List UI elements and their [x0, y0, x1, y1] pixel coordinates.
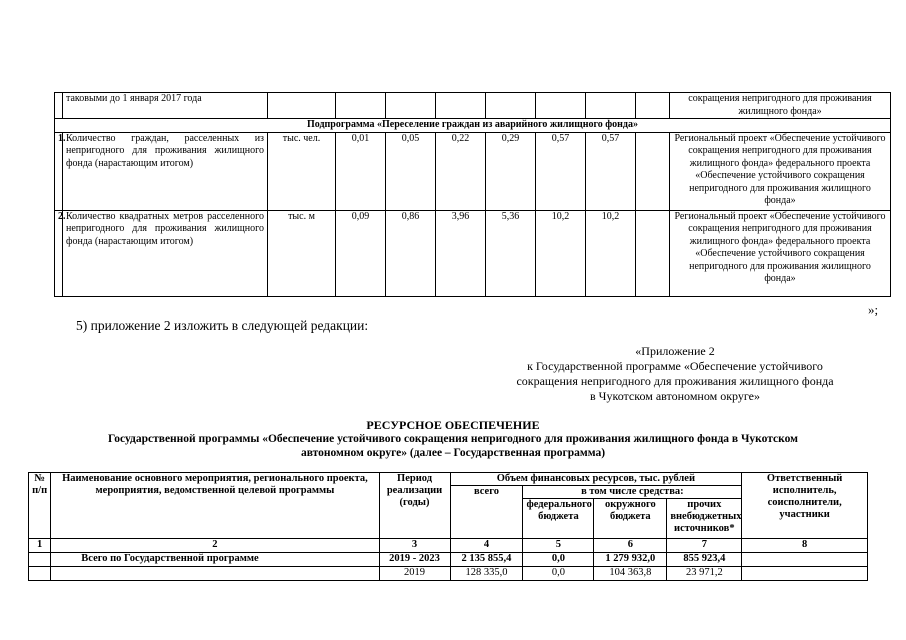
row-num: [29, 553, 51, 567]
table-row: [29, 567, 868, 581]
subtitle-line: Государственной программы «Обеспечение устойчивого сокращения непригодного для проживания жилищного фонда в Чукотском: [107, 433, 798, 445]
subtitle-line: автономном округе» (далее – Государственная программа): [300, 447, 606, 459]
header-period: Период реализации (годы): [379, 473, 450, 539]
col-number: 5: [523, 539, 594, 553]
indicator-name: Количество граждан, расселенных из непригодного для проживания жилищного фонда (нарастающим итогом): [63, 132, 268, 210]
row-number: 2.: [55, 210, 63, 296]
row-total: 2 135 855,4: [450, 553, 523, 567]
table-row: [29, 553, 868, 567]
row-other: 23 971,2: [667, 567, 742, 581]
resource-title: РЕСУРСНОЕ ОБЕСПЕЧЕНИЕ: [366, 418, 540, 432]
unit: тыс. м: [268, 210, 336, 296]
col-number: 8: [742, 539, 868, 553]
appendix-line: в Чукотском автономном округе»: [590, 389, 760, 403]
value: 0,01: [336, 132, 386, 210]
row-total: 128 335,0: [450, 567, 523, 581]
col-number: 4: [450, 539, 523, 553]
row-period: 2019: [379, 567, 450, 581]
appendix-line: к Государственной программе «Обеспечение устойчивого: [527, 359, 823, 373]
header-district: окружного бюджета: [594, 499, 667, 539]
value: 0,22: [436, 132, 486, 210]
value: 0,29: [486, 132, 536, 210]
header-total: всего: [450, 486, 523, 539]
row-federal: 0,0: [523, 553, 594, 567]
table-row: [55, 210, 891, 296]
row-name: [51, 567, 379, 581]
header-other: прочих внебюджетных источников*: [667, 499, 742, 539]
header-name: Наименование основного мероприятия, регионального проекта, мероприятия, ведомственной целевой программы: [51, 473, 379, 539]
value: 3,96: [436, 210, 486, 296]
row-district: 1 279 932,0: [594, 553, 667, 567]
source: Региональный проект «Обеспечение устойчивого сокращения непригодного для проживания жилищного фонда» федерального проекта «Обеспечение устойчивого сокращения непригодного для проживания жилищного фонда»: [670, 132, 891, 210]
header-including: в том числе средства:: [523, 486, 742, 499]
appendix-line: «Приложение 2: [635, 344, 715, 358]
row-name: Всего по Государственной программе: [51, 553, 379, 567]
row-federal: 0,0: [523, 567, 594, 581]
col-number: 7: [667, 539, 742, 553]
col-number: 6: [594, 539, 667, 553]
col-number: 1: [29, 539, 51, 553]
row-responsible: [742, 567, 868, 581]
appendix-header: [500, 344, 850, 404]
row-period: 2019 - 2023: [379, 553, 450, 567]
value: 0,57: [536, 132, 586, 210]
value: 0,86: [386, 210, 436, 296]
subprogram-title: Подпрограмма «Переселение граждан из аварийного жилищного фонда»: [55, 119, 891, 133]
header-responsible: Ответственный исполнитель, соисполнители, участники: [742, 473, 868, 539]
value: 0,05: [386, 132, 436, 210]
header-federal: федерального бюджета: [523, 499, 594, 539]
closing-mark: »;: [868, 302, 879, 317]
value: 0,57: [586, 132, 636, 210]
header-num: № п/п: [29, 473, 51, 539]
row-responsible: [742, 553, 868, 567]
carry-indicator: таковыми до 1 января 2017 года: [63, 93, 268, 119]
indicators-table: [54, 92, 891, 297]
col-number: 3: [379, 539, 450, 553]
value: 0,09: [336, 210, 386, 296]
value: 5,36: [486, 210, 536, 296]
row-district: 104 363,8: [594, 567, 667, 581]
row-other: 855 923,4: [667, 553, 742, 567]
value: 10,2: [586, 210, 636, 296]
unit: тыс. чел.: [268, 132, 336, 210]
indicator-name: Количество квадратных метров расселенного непригодного для проживания жилищного фонда (нарастающим итогом): [63, 210, 268, 296]
value: 10,2: [536, 210, 586, 296]
table-row: [55, 132, 891, 210]
header-volume: Объем финансовых ресурсов, тыс. рублей: [450, 473, 742, 486]
carry-source: сокращения непригодного для проживания жилищного фонда»: [670, 93, 891, 119]
source: Региональный проект «Обеспечение устойчивого сокращения непригодного для проживания жилищного фонда» федерального проекта «Обеспечение устойчивого сокращения непригодного для проживания жилищного фонда»: [670, 210, 891, 296]
resource-subtitle: [0, 432, 906, 460]
appendix-line: сокращения непригодного для проживания жилищного фонда: [516, 374, 834, 388]
carry-row: [55, 93, 891, 119]
col-number: 2: [51, 539, 379, 553]
resource-table: [28, 472, 868, 581]
column-numbers-row: [29, 539, 868, 553]
row-number: 1.: [55, 132, 63, 210]
amendment-paragraph: 5) приложение 2 изложить в следующей редакции:: [76, 318, 369, 333]
row-num: [29, 567, 51, 581]
